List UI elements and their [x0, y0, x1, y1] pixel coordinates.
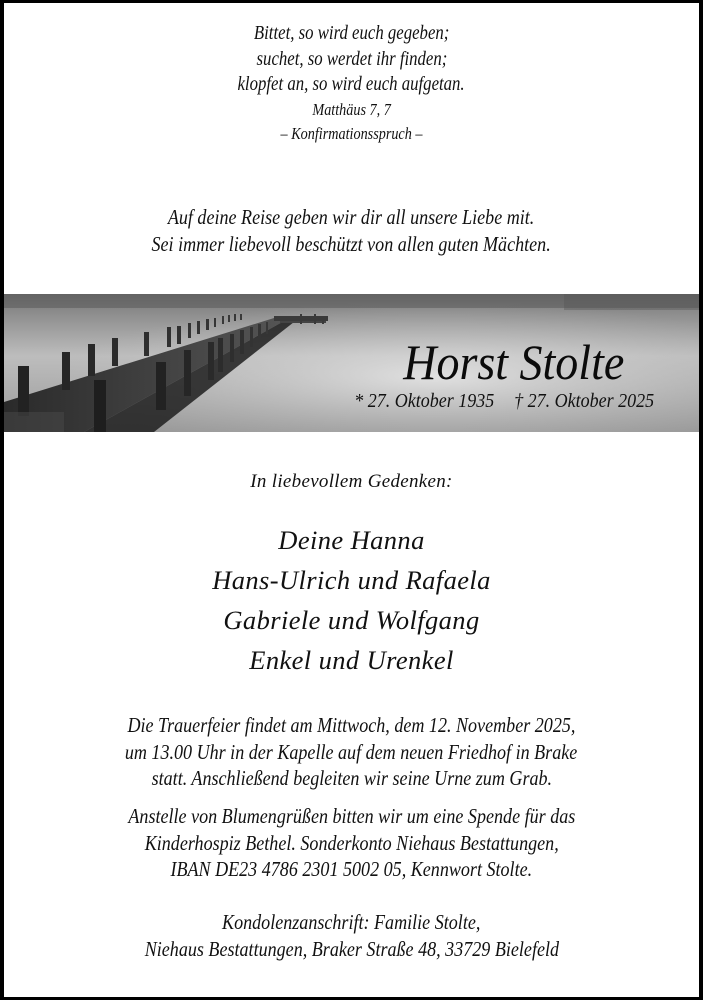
verse-line: suchet, so werdet ihr finden;: [256, 48, 447, 70]
mourner: Enkel und Urenkel: [249, 645, 454, 675]
donation-line: Anstelle von Blumengrüßen bitten wir um eine Spende für das: [128, 804, 575, 828]
service-line: um 13.00 Uhr in der Kapelle auf dem neuen Friedhof in Brake: [125, 739, 578, 764]
deceased-name: Horst Stolte: [402, 334, 624, 390]
verse-note: – Konfirmationsspruch –: [280, 123, 423, 143]
memory-heading-text: In liebevollem Gedenken:: [250, 471, 453, 492]
bible-verse: [4, 21, 699, 146]
wish-line: Auf deine Reise geben wir dir all unsere Liebe mit.: [168, 205, 535, 229]
verse-line: Bittet, so wird euch gegeben;: [253, 23, 450, 44]
birth-date: * 27. Oktober 1935: [354, 390, 495, 412]
mourners-list: [4, 520, 699, 680]
verse-reference: Matthäus 7, 7: [312, 99, 391, 119]
funeral-service-info: [4, 712, 699, 792]
condolence-line: Niehaus Bestattungen, Braker Straße 48, 33729 Bielefeld: [144, 937, 559, 961]
donation-info: [4, 803, 699, 883]
mourner: Hans-Ulrich und Rafaela: [212, 565, 491, 595]
donation-line: IBAN DE23 4786 2301 5002 05, Kennwort Stolte.: [170, 857, 533, 881]
memory-heading: [4, 469, 699, 495]
verse-line: klopfet an, so wird euch aufgetan.: [237, 74, 466, 95]
obituary-page: [4, 3, 699, 997]
condolence-address: [4, 909, 699, 963]
service-line: statt. Anschließend begleiten wir seine Urne zum Grab.: [151, 766, 552, 790]
mourner: Gabriele und Wolfgang: [223, 605, 480, 635]
life-dates: [354, 390, 654, 413]
condolence-line: Kondolenzanschrift: Familie Stolte,: [222, 910, 481, 934]
service-line: Die Trauerfeier findet am Mittwoch, dem 12. November 2025,: [127, 713, 576, 737]
wish-line: Sei immer liebevoll beschützt von allen guten Mächten.: [151, 232, 552, 256]
donation-line: Kinderhospiz Bethel. Sonderkonto Niehaus Bestattungen,: [144, 830, 559, 855]
death-date: † 27. Oktober 2025: [514, 390, 654, 412]
mourner: Deine Hanna: [278, 525, 425, 555]
farewell-wish: [4, 204, 699, 258]
name-banner: [4, 294, 699, 432]
